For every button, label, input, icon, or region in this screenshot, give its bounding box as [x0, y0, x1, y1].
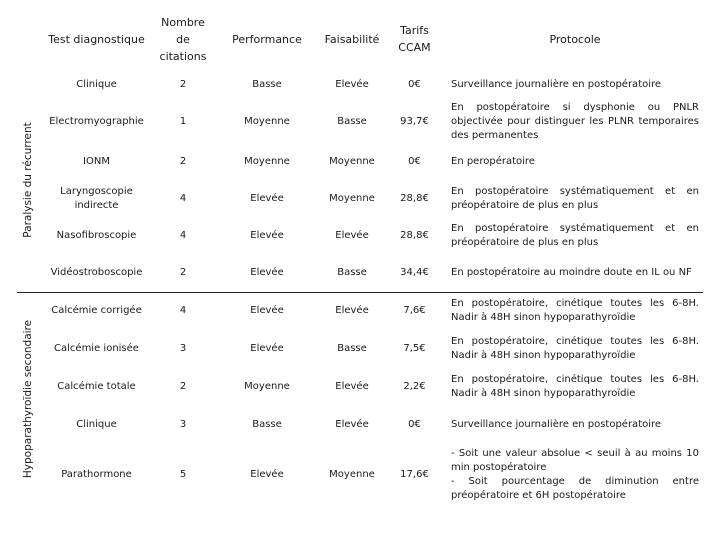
protocole-cell: En postopératoire systématiquement et en préopératoire de plus en plus	[451, 185, 699, 211]
test-cell: Electromyographie	[49, 116, 144, 127]
group-label: Hypoparathyroïdie secondaire	[22, 320, 34, 479]
diagnostic-tests-table	[17, 9, 703, 506]
test-cell: Vidéostroboscopie	[50, 266, 143, 278]
faisabilite-cell: Moyenne	[329, 192, 375, 204]
tarif-cell: 0€	[408, 419, 421, 430]
performance-cell: Moyenne	[244, 116, 290, 127]
tarif-cell: 17,6€	[400, 469, 429, 480]
table-row	[17, 444, 703, 506]
faisabilite-cell: Basse	[337, 343, 367, 354]
tarif-cell: 7,5€	[403, 343, 426, 354]
protocole-cell: En postopératoire, cinétique toutes les 6-8H. Nadir à 48H sinon hypoparathyroïdie	[447, 292, 703, 330]
table-row	[17, 101, 703, 143]
tarif-cell: 28,8€	[400, 192, 429, 204]
performance-cell: Elevée	[250, 229, 284, 241]
header-faisabilite: Faisabilité	[324, 32, 380, 46]
protocole-cell: En postopératoire au moindre doute en IL ou NF	[451, 266, 692, 278]
header-citations: Nombre de citations	[159, 15, 207, 63]
faisabilite-cell: Elevée	[335, 381, 369, 392]
test-cell: Parathormone	[61, 469, 132, 480]
tarif-cell: 2,2€	[403, 381, 426, 392]
table-row	[17, 69, 703, 101]
tarif-cell: 28,8€	[400, 229, 429, 241]
citations-cell: 2	[179, 79, 187, 90]
table-row	[17, 292, 703, 330]
table-row	[17, 368, 703, 406]
performance-cell: Elevée	[250, 192, 284, 204]
tarif-cell: 0€	[408, 79, 421, 90]
faisabilite-cell: Elevée	[322, 292, 382, 330]
table-body	[17, 69, 703, 506]
header-test: Test diagnostique	[48, 32, 145, 46]
performance-cell: Moyenne	[244, 155, 290, 167]
table-row	[17, 330, 703, 368]
citations-cell: 2	[179, 155, 187, 167]
tarif-cell: 93,7€	[400, 116, 429, 127]
protocole-cell: En peropératoire	[451, 155, 535, 167]
faisabilite-cell: Elevée	[335, 419, 369, 430]
group-label-cell	[17, 292, 39, 506]
test-cell: Clinique	[76, 79, 117, 90]
protocole-cell: Surveillance journalière en postopératoire	[451, 419, 662, 430]
tarif-cell: 7,6€	[382, 292, 447, 330]
header-row	[17, 9, 703, 69]
protocole-cell: En postopératoire systématiquement et en préopératoire de plus en plus	[451, 222, 699, 248]
table-row	[17, 143, 703, 180]
protocole-cell: Surveillance journalière en postopératoire	[451, 79, 662, 90]
performance-cell: Elevée	[212, 292, 322, 330]
citations-cell: 5	[179, 469, 187, 480]
performance-cell: Moyenne	[244, 381, 290, 392]
citations-cell: 2	[179, 266, 187, 278]
performance-cell: Elevée	[250, 469, 284, 480]
tarif-cell: 34,4€	[400, 266, 429, 278]
header-protocole: Protocole	[549, 32, 601, 46]
test-cell: Laryngoscopie indirecte	[60, 185, 133, 211]
test-cell: Calcémie totale	[57, 381, 136, 392]
faisabilite-cell: Moyenne	[329, 469, 375, 480]
test-cell: IONM	[83, 155, 110, 167]
test-cell: Calcémie ionisée	[54, 343, 139, 354]
table-row	[17, 406, 703, 444]
faisabilite-cell: Elevée	[335, 79, 369, 90]
protocole-cell: En postopératoire si dysphonie ou PNLR objectivée pour distinguer les PLNR temporaires des permanentes	[451, 102, 699, 141]
citations-cell: 4	[179, 229, 187, 241]
tarif-cell: 0€	[408, 155, 421, 167]
performance-cell: Basse	[252, 79, 282, 90]
faisabilite-cell: Basse	[337, 116, 367, 127]
citations-cell: 4	[154, 292, 212, 330]
group-label: Paralysie du récurrent	[22, 122, 34, 238]
table-row	[17, 217, 703, 254]
header-blank	[17, 9, 39, 69]
header-tarifs: Tarifs CCAM	[398, 24, 431, 54]
faisabilite-cell: Elevée	[335, 229, 369, 241]
table-row	[17, 180, 703, 217]
test-cell: Nasofibroscopie	[56, 229, 137, 241]
protocole-cell: En postopératoire, cinétique toutes les 6-8H. Nadir à 48H sinon hypoparathyroïdie	[451, 336, 699, 361]
faisabilite-cell: Moyenne	[329, 155, 375, 167]
citations-cell: 4	[179, 192, 187, 204]
test-cell: Clinique	[76, 419, 117, 430]
citations-cell: 1	[179, 116, 187, 127]
header-performance: Performance	[232, 32, 302, 46]
citations-cell: 3	[179, 419, 187, 430]
test-cell: Calcémie corrigée	[39, 292, 154, 330]
performance-cell: Elevée	[250, 266, 284, 278]
table-row	[17, 254, 703, 292]
citations-cell: 2	[179, 381, 187, 392]
group-label-cell	[17, 69, 39, 292]
performance-cell: Basse	[252, 419, 282, 430]
protocole-cell: - Soit une valeur absolue < seuil à au moins 10 min postopératoire - Soit pourcentage de diminution entre préopératoire et 6H postopératoire	[451, 448, 699, 501]
faisabilite-cell: Basse	[337, 266, 367, 278]
protocole-cell: En postopératoire, cinétique toutes les 6-8H. Nadir à 48H sinon hypoparathyroïdie	[451, 374, 699, 399]
citations-cell: 3	[179, 343, 187, 354]
performance-cell: Elevée	[250, 343, 284, 354]
